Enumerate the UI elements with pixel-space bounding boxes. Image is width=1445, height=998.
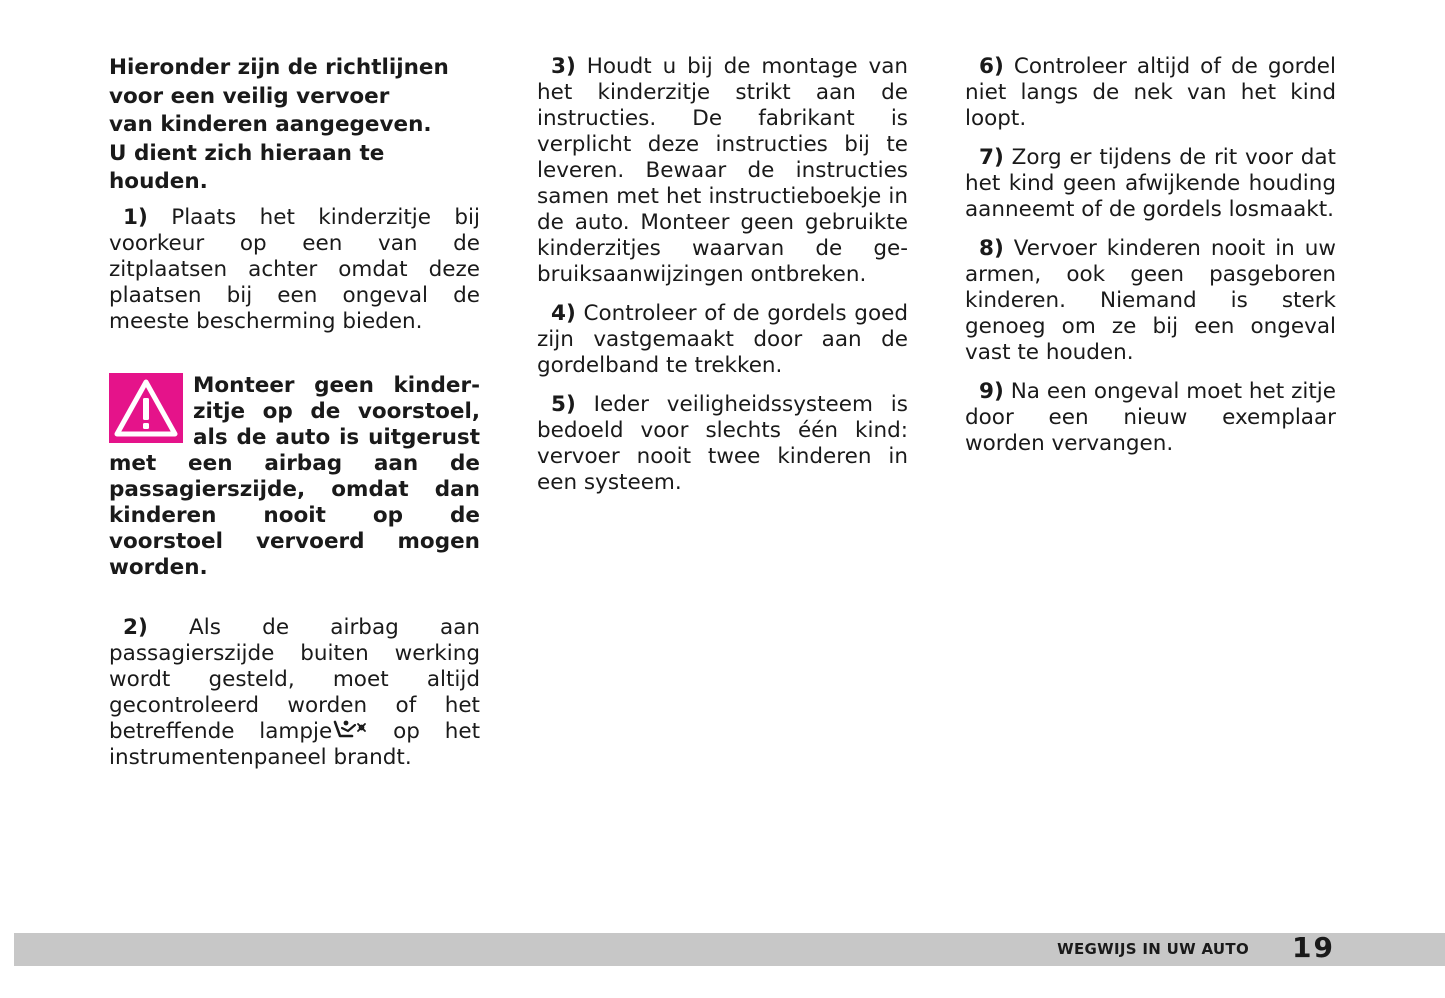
column-3	[965, 54, 1336, 470]
item-5	[537, 392, 908, 496]
item-number: 2)	[123, 614, 148, 640]
intro-line: voor een veilig vervoer	[109, 83, 390, 109]
item-text: Controleer of de gordels goed zijn vastgemaakt door aan de gordelband te trekken.	[537, 301, 908, 378]
intro-line: U dient zich hieraan te houden.	[109, 140, 385, 194]
warning-triangle-icon	[109, 373, 183, 443]
item-number: 5)	[551, 392, 576, 417]
item-text: Zorg er tijdens de rit voor dat het kind geen afwijkende houding aanneemt of de gordels losmaakt.	[965, 145, 1336, 222]
page-number: 19	[1292, 931, 1335, 964]
warning-block	[109, 373, 480, 581]
item-6	[965, 54, 1336, 132]
item-number: 4)	[551, 301, 576, 326]
item-1	[109, 205, 480, 335]
item-text: Vervoer kinderen nooit in uw armen, ook geen pasgeboren kinderen. Niemand is sterk genoeg om ze bij een ongeval vast te houden.	[965, 236, 1336, 365]
warning-text: Monteer geen kinderzitje op de voorstoel, als de auto is uitgerust met een airbag aan de passagierszijde, omdat dan kinderen nooit op de voorstoel vervoerd mogen worden.	[109, 372, 480, 580]
intro-line: van kinderen aangegeven.	[109, 112, 432, 137]
item-number: 6)	[979, 54, 1004, 79]
item-9	[965, 379, 1336, 457]
item-4	[537, 301, 908, 379]
item-number: 9)	[979, 379, 1004, 404]
item-text: Na een ongeval moet het zitje door een nieuw exemplaar worden vervangen.	[965, 379, 1336, 456]
intro-heading	[109, 54, 480, 197]
item-7	[965, 145, 1336, 223]
item-number: 7)	[979, 145, 1004, 170]
item-text: Als de airbag aan passagierszijde buiten werking wordt gesteld, moet altijd gecontroleerd worden of het betreffende lampje	[109, 614, 480, 744]
item-text: Ieder veiligheidssysteem is bedoeld voor slechts één kind: vervoer nooit twee kinderen in een systeem.	[537, 392, 908, 495]
item-text: Houdt u bij de montage van het kinderzitje strikt aan de instructies. De fabrikant is verplicht deze instructies bij te leveren. Bewaar de instructies samen met het instructieboekje in de auto. Monteer geen gebruikte kinderzitjes waarvan de gebruiksaanwijzingen ontbreken.	[537, 54, 908, 287]
intro-line: Hieronder zijn de richtlijnen	[109, 55, 449, 80]
item-number: 8)	[979, 236, 1004, 261]
item-2	[109, 615, 480, 771]
item-text-after: op het instrumentenpaneel brandt.	[109, 718, 480, 770]
item-number: 3)	[551, 54, 576, 79]
item-3	[537, 54, 908, 288]
footer-bar	[14, 933, 1445, 966]
item-text: Controleer altijd of de gordel niet langs de nek van het kind loopt.	[965, 54, 1336, 131]
item-number: 1)	[123, 204, 148, 230]
item-text: Plaats het kinderzitje bij voorkeur op een van de zitplaatsen achter omdat deze plaatsen bij een ongeval de meeste bescherming bieden.	[109, 204, 480, 334]
footer-section-title: WEGWIJS IN UW AUTO	[1057, 940, 1249, 958]
passenger-airbag-off-icon	[332, 719, 368, 741]
column-2	[537, 54, 908, 509]
column-1	[109, 54, 480, 784]
item-8	[965, 236, 1336, 366]
